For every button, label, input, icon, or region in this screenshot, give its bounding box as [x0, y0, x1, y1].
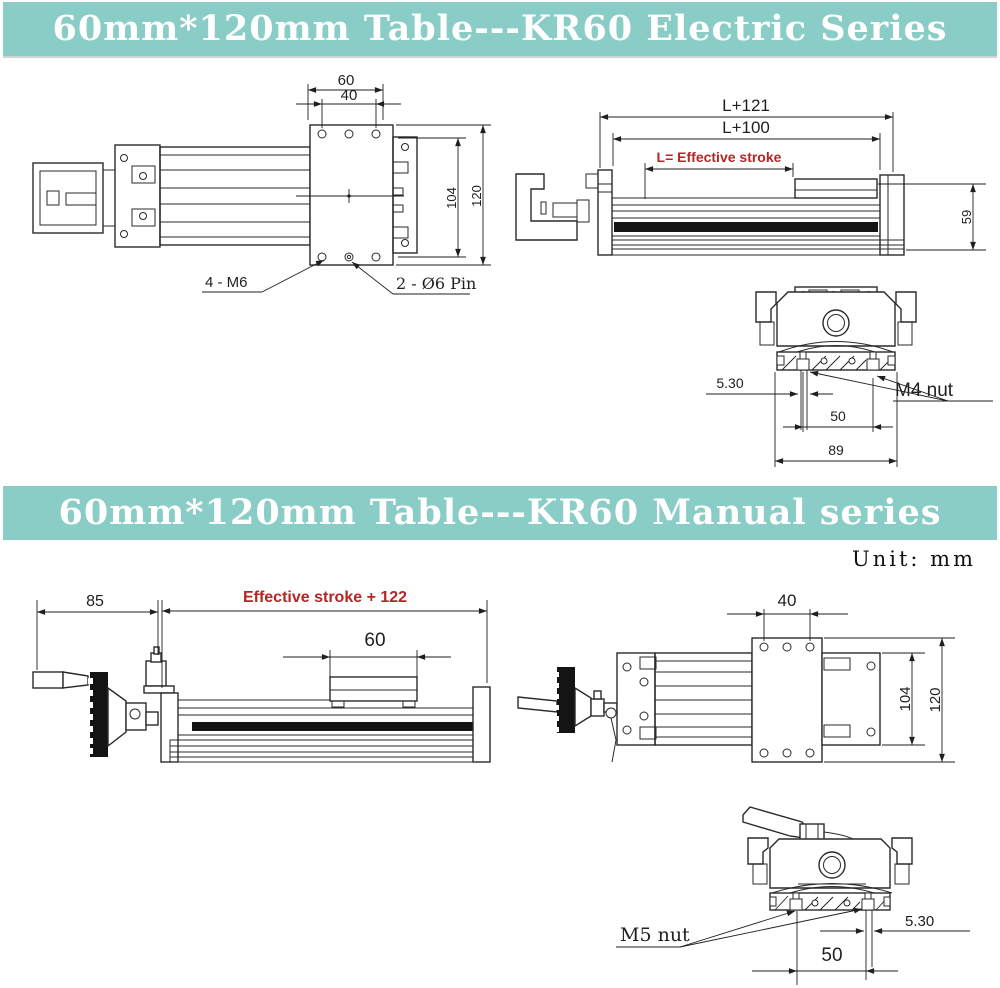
dimension-stroke [645, 149, 793, 199]
dimension-60-table [283, 630, 451, 677]
manual-end-view [616, 807, 970, 985]
t-slot-band [777, 352, 895, 370]
dim-89-label: 89 [828, 442, 844, 458]
crank-handle [33, 672, 158, 757]
dim-530-manual-label: 5.30 [905, 913, 935, 930]
dimension-40 [296, 87, 401, 128]
dim-59-label: 59 [959, 209, 974, 225]
dim-50-manual-label: 50 [821, 945, 843, 966]
electric-end-view [706, 287, 993, 467]
right-end-plate [393, 137, 417, 253]
dim-85-label: 85 [86, 593, 104, 610]
dimension-50 [783, 372, 893, 432]
manual-carriage-table [752, 638, 822, 762]
clamp-post [144, 647, 174, 693]
slider-block [795, 179, 877, 198]
lock-lever [611, 718, 616, 762]
leader-m6 [202, 260, 324, 292]
dim-60-table-label: 60 [364, 630, 386, 651]
motor-block [33, 163, 115, 233]
manual-slider-block [330, 677, 417, 701]
rail-body [160, 147, 310, 245]
dimension-104-manual [882, 653, 925, 745]
dimension-85 [37, 593, 158, 670]
left-end-bracket [115, 145, 160, 247]
manual-side-body [161, 677, 490, 762]
left-ear [756, 292, 776, 322]
t-slot-right [867, 359, 879, 370]
dim-120-manual-label: 120 [927, 687, 944, 713]
dim-60-label: 60 [337, 72, 355, 89]
manual-plan-view [518, 591, 955, 762]
motor-bracket [516, 174, 598, 240]
dim-40-manual-label: 40 [777, 591, 797, 610]
carriage-table [296, 125, 404, 265]
manual-crank [518, 667, 617, 762]
dimension-40-manual [727, 591, 848, 641]
right-ear [896, 292, 916, 322]
dim-530-label: 5.30 [716, 375, 744, 391]
dimension-104 [398, 138, 466, 257]
leader-m4-nut [810, 372, 993, 401]
manual-handwheel [557, 667, 575, 733]
m4-nut-label: M4 nut [895, 380, 954, 401]
t-slot-left [797, 359, 809, 370]
t-slot-right [862, 899, 874, 910]
pin-label: 2 - Ø6 Pin [396, 274, 477, 293]
side-body [598, 170, 904, 255]
dimension-stroke122 [162, 589, 487, 688]
t-slot-band-manual [770, 893, 890, 910]
dim-104-label: 104 [444, 187, 459, 209]
electric-series-header: 60mm*120mm Table---KR60 Electric Series [3, 2, 997, 58]
manual-side-view [33, 589, 490, 762]
dim-l100-label: L+100 [722, 118, 770, 137]
leader-m5-nut [616, 909, 862, 947]
m5-nut-label: M5 nut [620, 924, 690, 946]
manual-plan-body [617, 638, 880, 762]
dim-50-label: 50 [830, 408, 846, 424]
dimension-530 [706, 370, 833, 430]
dimension-50-manual [752, 911, 898, 985]
stroke122-label: Effective stroke + 122 [242, 589, 408, 606]
leader-pin [352, 262, 476, 294]
dim-l121-label: L+121 [722, 96, 770, 115]
unit-note: Unit: mm [852, 547, 976, 571]
m6-thread-label: 4 - M6 [205, 274, 248, 291]
manual-series-header: 60mm*120mm Table---KR60 Manual series [3, 486, 997, 540]
electric-plan-view [33, 72, 491, 294]
electric-side-view [516, 96, 986, 255]
dim-120-label: 120 [469, 185, 484, 207]
t-slot-left [790, 899, 802, 910]
stroke-label: L= Effective stroke [656, 149, 782, 165]
dim-40-label: 40 [340, 87, 358, 104]
dim-104-manual-label: 104 [897, 686, 914, 712]
